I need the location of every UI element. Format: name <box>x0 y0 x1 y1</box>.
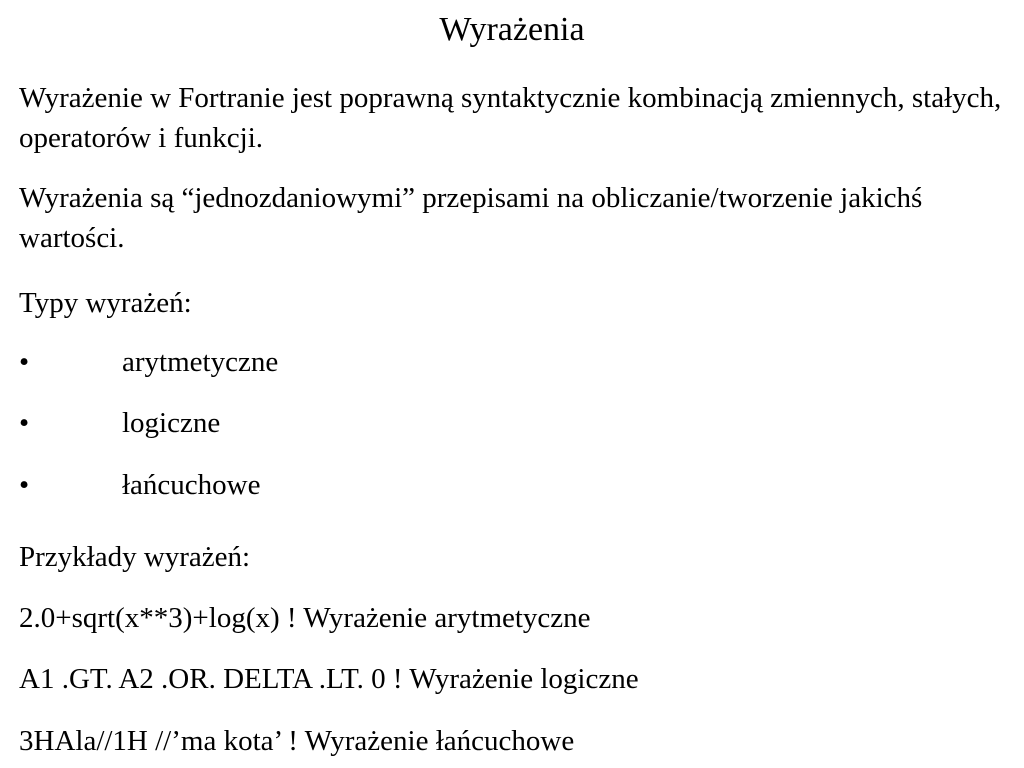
example-logical: A1 .GT. A2 .OR. DELTA .LT. 0 ! Wyrażenie logiczne <box>19 663 639 695</box>
paragraph-description: Wyrażenia są “jednozdaniowymi” przepisami na obliczanie/tworzenie jakichś wartości. <box>19 182 923 254</box>
example-string: 3HAla//1H //’ma kota’ ! Wyrażenie łańcuchowe <box>19 725 575 757</box>
examples-heading: Przykłady wyrażeń: <box>19 541 251 573</box>
type-logical: logiczne <box>122 407 221 439</box>
bullet-icon: • <box>19 407 30 439</box>
bullet-icon: • <box>19 346 30 378</box>
slide-title: Wyrażenia <box>439 11 585 48</box>
type-arithmetic: arytmetyczne <box>122 346 279 378</box>
paragraph-definition: Wyrażenie w Fortranie jest poprawną syntaktycznie kombinacją zmiennych, stałych, operatorów i funkcji. <box>19 82 1002 154</box>
example-arithmetic: 2.0+sqrt(x**3)+log(x) ! Wyrażenie arytmetyczne <box>19 602 591 634</box>
type-string: łańcuchowe <box>122 469 261 501</box>
bullet-icon: • <box>19 469 30 501</box>
types-heading: Typy wyrażeń: <box>19 287 192 319</box>
